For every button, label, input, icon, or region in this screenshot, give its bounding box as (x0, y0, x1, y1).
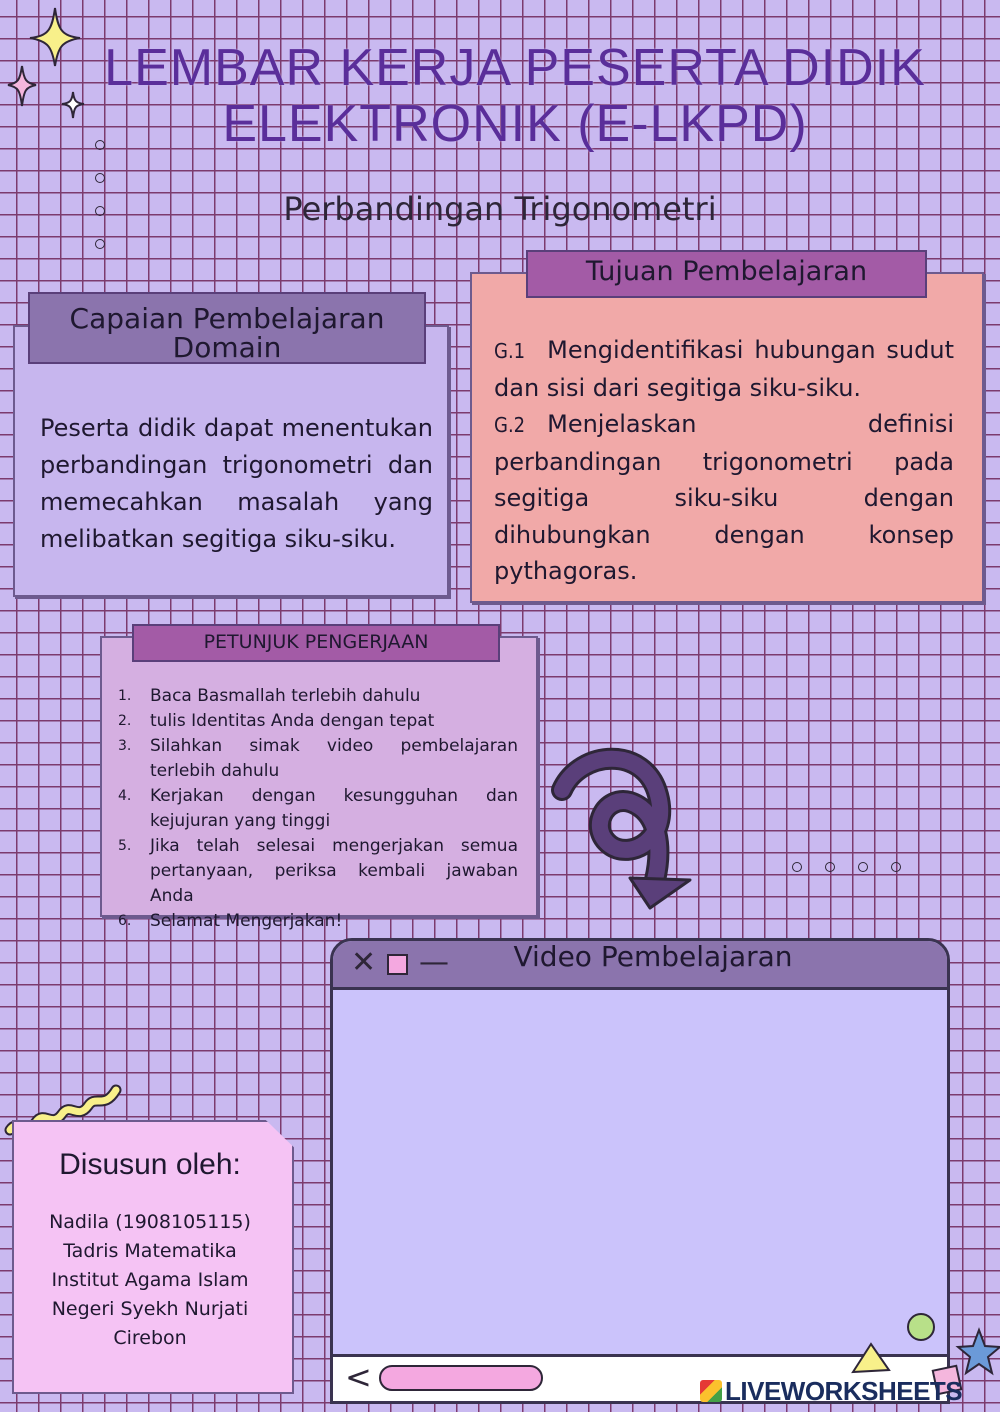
petunjuk-item (118, 684, 518, 709)
author-name: Nadila (1908105115) (49, 1211, 251, 1233)
petunjuk-item-text: Kerjakan dengan kesungguhan dan kejujuran yang tinggi (150, 786, 518, 831)
video-title-bar (333, 941, 947, 990)
tujuan-item-label: G.1 (494, 339, 526, 363)
author-institution-line-2: Negeri Syekh Nurjati (51, 1298, 249, 1320)
petunjuk-item-text: tulis Identitas Anda dengan tepat (150, 711, 435, 731)
petunjuk-item (118, 834, 518, 909)
petunjuk-item-number: 3. (118, 738, 132, 754)
vertical-dots-decoration (95, 140, 109, 250)
disusun-heading: Disusun oleh: (59, 1148, 241, 1181)
petunjuk-item-number: 4. (118, 788, 132, 804)
maximize-icon[interactable] (387, 954, 408, 975)
title-line-2: ELEKTRONIK (E-LKPD) (222, 95, 808, 153)
yellow-triangle-icon (853, 1344, 889, 1372)
petunjuk-item-number: 6. (118, 913, 132, 929)
close-icon[interactable]: ✕ (351, 945, 377, 980)
author-program: Tadris Matematika (63, 1240, 237, 1262)
petunjuk-item-number: 1. (118, 688, 132, 704)
tujuan-item-label: G.2 (494, 413, 526, 437)
capaian-heading-line-1: Capaian Pembelajaran (69, 302, 385, 335)
tujuan-item-text: Mengidentifikasi hubungan sudut dan sisi dari segitiga siku-siku. (494, 336, 954, 402)
green-circle-icon (908, 1314, 934, 1340)
tujuan-heading: Tujuan Pembelajaran (526, 250, 927, 298)
tujuan-list (494, 332, 954, 590)
page-subtitle: Perbandingan Trigonometri (283, 190, 717, 228)
blue-star-icon (958, 1330, 1000, 1373)
petunjuk-item-text: Silahkan simak video pembelajaran terlebih dahulu (150, 736, 518, 781)
minimize-icon[interactable]: — (419, 945, 449, 980)
tujuan-item-text: Menjelaskan definisi perbandingan trigonometri pada segitiga siku-siku dengan dihubungkan dengan konsep pythagoras. (494, 410, 954, 585)
tujuan-item (494, 332, 954, 406)
tujuan-item (494, 406, 954, 590)
back-arrow-icon[interactable]: < (345, 1358, 372, 1396)
scrollbar-thumb[interactable] (379, 1365, 543, 1391)
swirl-arrow-icon (550, 740, 700, 915)
author-city: Cirebon (113, 1327, 187, 1349)
live-badge-icon (700, 1380, 722, 1402)
video-title: Video Pembelajaran (513, 940, 793, 973)
capaian-heading-line-2: Domain (172, 331, 282, 364)
page-title (60, 40, 970, 152)
petunjuk-item-text: Jika telah selesai mengerjakan semua pertanyaan, periksa kembali jawaban Anda (150, 836, 518, 906)
liveworksheets-logo[interactable] (700, 1376, 996, 1406)
petunjuk-item-number: 5. (118, 838, 132, 854)
petunjuk-item (118, 709, 518, 734)
petunjuk-list (118, 684, 518, 934)
petunjuk-item (118, 734, 518, 784)
petunjuk-item-number: 2. (118, 713, 132, 729)
capaian-heading (28, 292, 426, 364)
sparkle-pink-icon (8, 66, 36, 106)
logo-text: LIVEWORKSHEETS (725, 1376, 963, 1406)
petunjuk-item (118, 909, 518, 934)
title-line-1: LEMBAR KERJA PESERTA DIDIK (104, 39, 926, 97)
petunjuk-item-text: Baca Basmallah terlebih dahulu (150, 686, 421, 706)
petunjuk-item-text: Selamat Mengerjakan! (150, 911, 343, 931)
petunjuk-heading: PETUNJUK PENGERJAAN (132, 624, 500, 662)
horizontal-dots-decoration (792, 862, 912, 876)
video-content-area[interactable] (333, 990, 947, 1354)
petunjuk-item (118, 784, 518, 834)
disusun-author-info (22, 1208, 278, 1353)
capaian-text: Peserta didik dapat menentukan perbandingan trigonometri dan memecahkan masalah yang melibatkan segitiga siku-siku. (40, 414, 433, 553)
author-institution-line-1: Institut Agama Islam (51, 1269, 249, 1291)
